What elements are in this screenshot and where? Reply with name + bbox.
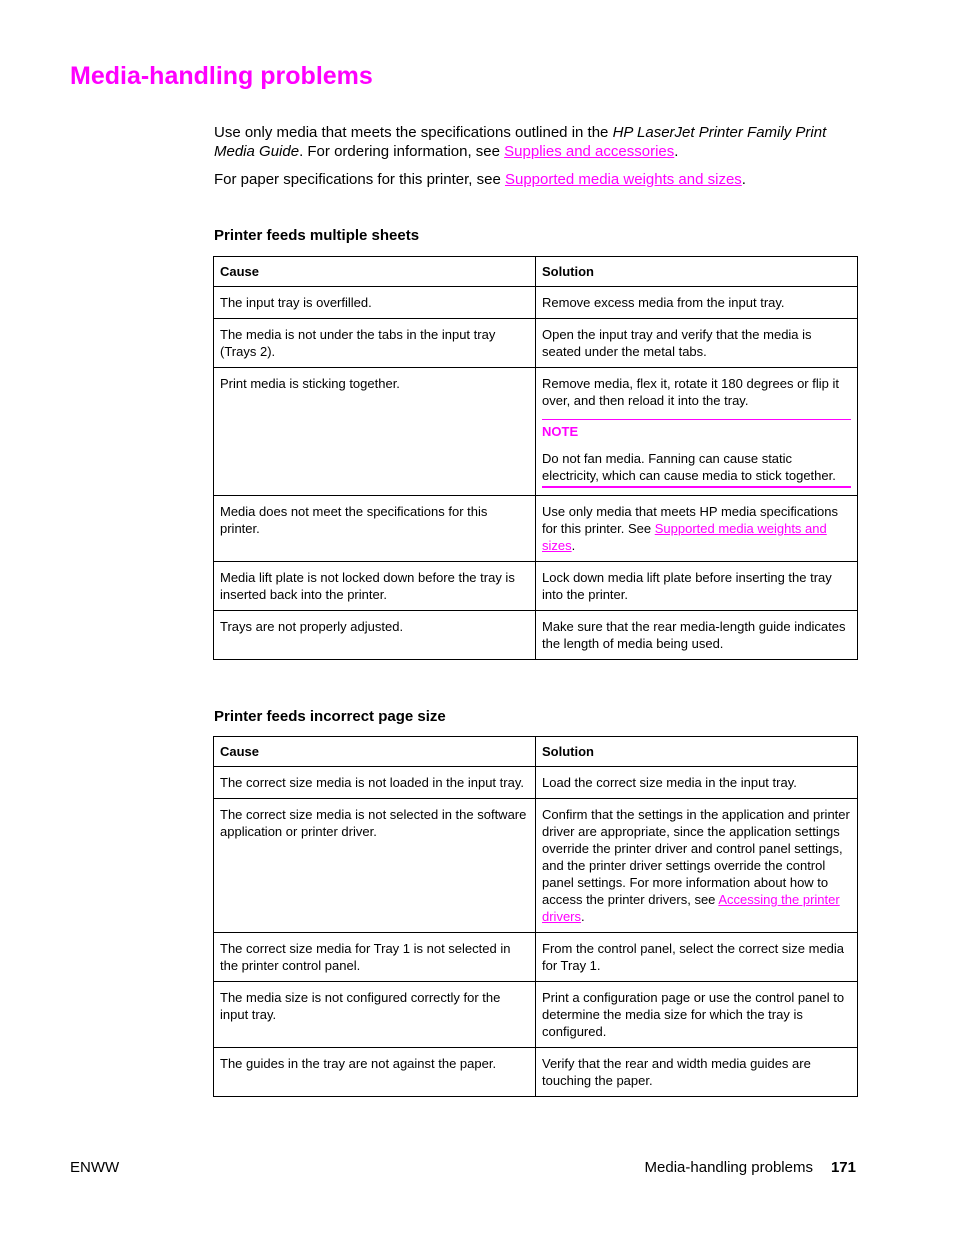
solution-cell: From the control panel, select the correct size media for Tray 1. [536,933,858,982]
cause-cell: Print media is sticking together. [214,368,536,496]
intro-text: For paper specifications for this printer, see [214,171,505,188]
column-header-solution: Solution [536,737,858,767]
table-row [214,368,858,496]
solution-cell: Open the input tray and verify that the media is seated under the metal tabs. [536,319,858,368]
intro-text: Use only media that meets the specifications outlined in the [214,124,613,141]
solution-text: Confirm that the settings in the application and printer driver are appropriate, since the application settings override the printer driver and control panel settings, and the printer driver settings override the control panel settings. For more information about how to access the printer drivers, see [542,807,850,907]
solution-cell: Verify that the rear and width media guides are touching the paper. [536,1048,858,1097]
table-row [214,496,858,562]
cause-cell: The media is not under the tabs in the input tray (Trays 2). [214,319,536,368]
column-header-solution: Solution [536,257,858,287]
solution-cell [536,496,858,562]
solution-text: Use only media that meets HP media specifications for this printer. See [542,504,839,536]
cause-cell: Media does not meet the specifications for this printer. [214,496,536,562]
cause-cell: The input tray is overfilled. [214,287,536,319]
intro-text: . [674,143,679,160]
multiple-sheets-table [213,256,858,660]
intro-paragraph-1 [214,123,856,161]
column-header-cause: Cause [214,737,536,767]
solution-cell [536,799,858,933]
footer-section: Media-handling problems [644,1159,813,1176]
table-row [214,611,858,660]
table-row [214,319,858,368]
cause-cell: The guides in the tray are not against the paper. [214,1048,536,1097]
note-box [542,419,851,488]
table-header-row [214,257,858,287]
table-row [214,982,858,1048]
intro-text: . [741,171,746,188]
intro-text: . For ordering information, see [299,143,505,160]
supplies-link[interactable]: Supplies and accessories [504,143,675,160]
section-heading-incorrect-size: Printer feeds incorrect page size [214,708,446,725]
column-header-cause: Cause [214,257,536,287]
solution-cell: Print a configuration page or use the control panel to determine the media size for which the tray is configured. [536,982,858,1048]
page-title: Media-handling problems [70,62,373,90]
section-heading-multiple-sheets: Printer feeds multiple sheets [214,227,420,244]
footer-enww: ENWW [70,1159,120,1176]
cause-cell: Media lift plate is not locked down before the tray is inserted back into the printer. [214,562,536,611]
table-row [214,562,858,611]
solution-cell: Remove excess media from the input tray. [536,287,858,319]
note-label: NOTE [542,424,579,439]
table-row [214,933,858,982]
supported-media-link[interactable]: Supported media weights and sizes [542,521,827,553]
solution-cell: Make sure that the rear media-length guide indicates the length of media being used. [536,611,858,660]
guide-title: HP LaserJet Printer Family Print Media Guide [214,124,827,160]
cause-cell: The correct size media for Tray 1 is not selected in the printer control panel. [214,933,536,982]
table-row [214,287,858,319]
cause-cell: The correct size media is not selected in the software application or printer driver. [214,799,536,933]
incorrect-size-table [213,736,858,1097]
table-row [214,1048,858,1097]
note-text: Do not fan media. Fanning can cause static electricity, which can cause media to stick together. [542,451,836,483]
intro-paragraph-2 [214,170,856,189]
footer-right [645,1159,856,1176]
solution-cell [536,368,858,496]
supported-media-link[interactable]: Supported media weights and sizes [504,171,742,188]
table-row [214,767,858,799]
page-number: 171 [830,1159,856,1176]
table-header-row [214,737,858,767]
printer-drivers-link[interactable]: Accessing the printer drivers [542,892,840,924]
solution-text: . [571,538,576,553]
solution-text: Remove media, flex it, rotate it 180 degrees or flip it over, and then reload it into the tray. [542,376,839,408]
cause-cell: The correct size media is not loaded in the input tray. [214,767,536,799]
cause-cell: The media size is not configured correctly for the input tray. [214,982,536,1048]
solution-text: . [581,909,585,924]
solution-cell: Load the correct size media in the input tray. [536,767,858,799]
table-row [214,799,858,933]
solution-cell: Lock down media lift plate before inserting the tray into the printer. [536,562,858,611]
cause-cell: Trays are not properly adjusted. [214,611,536,660]
